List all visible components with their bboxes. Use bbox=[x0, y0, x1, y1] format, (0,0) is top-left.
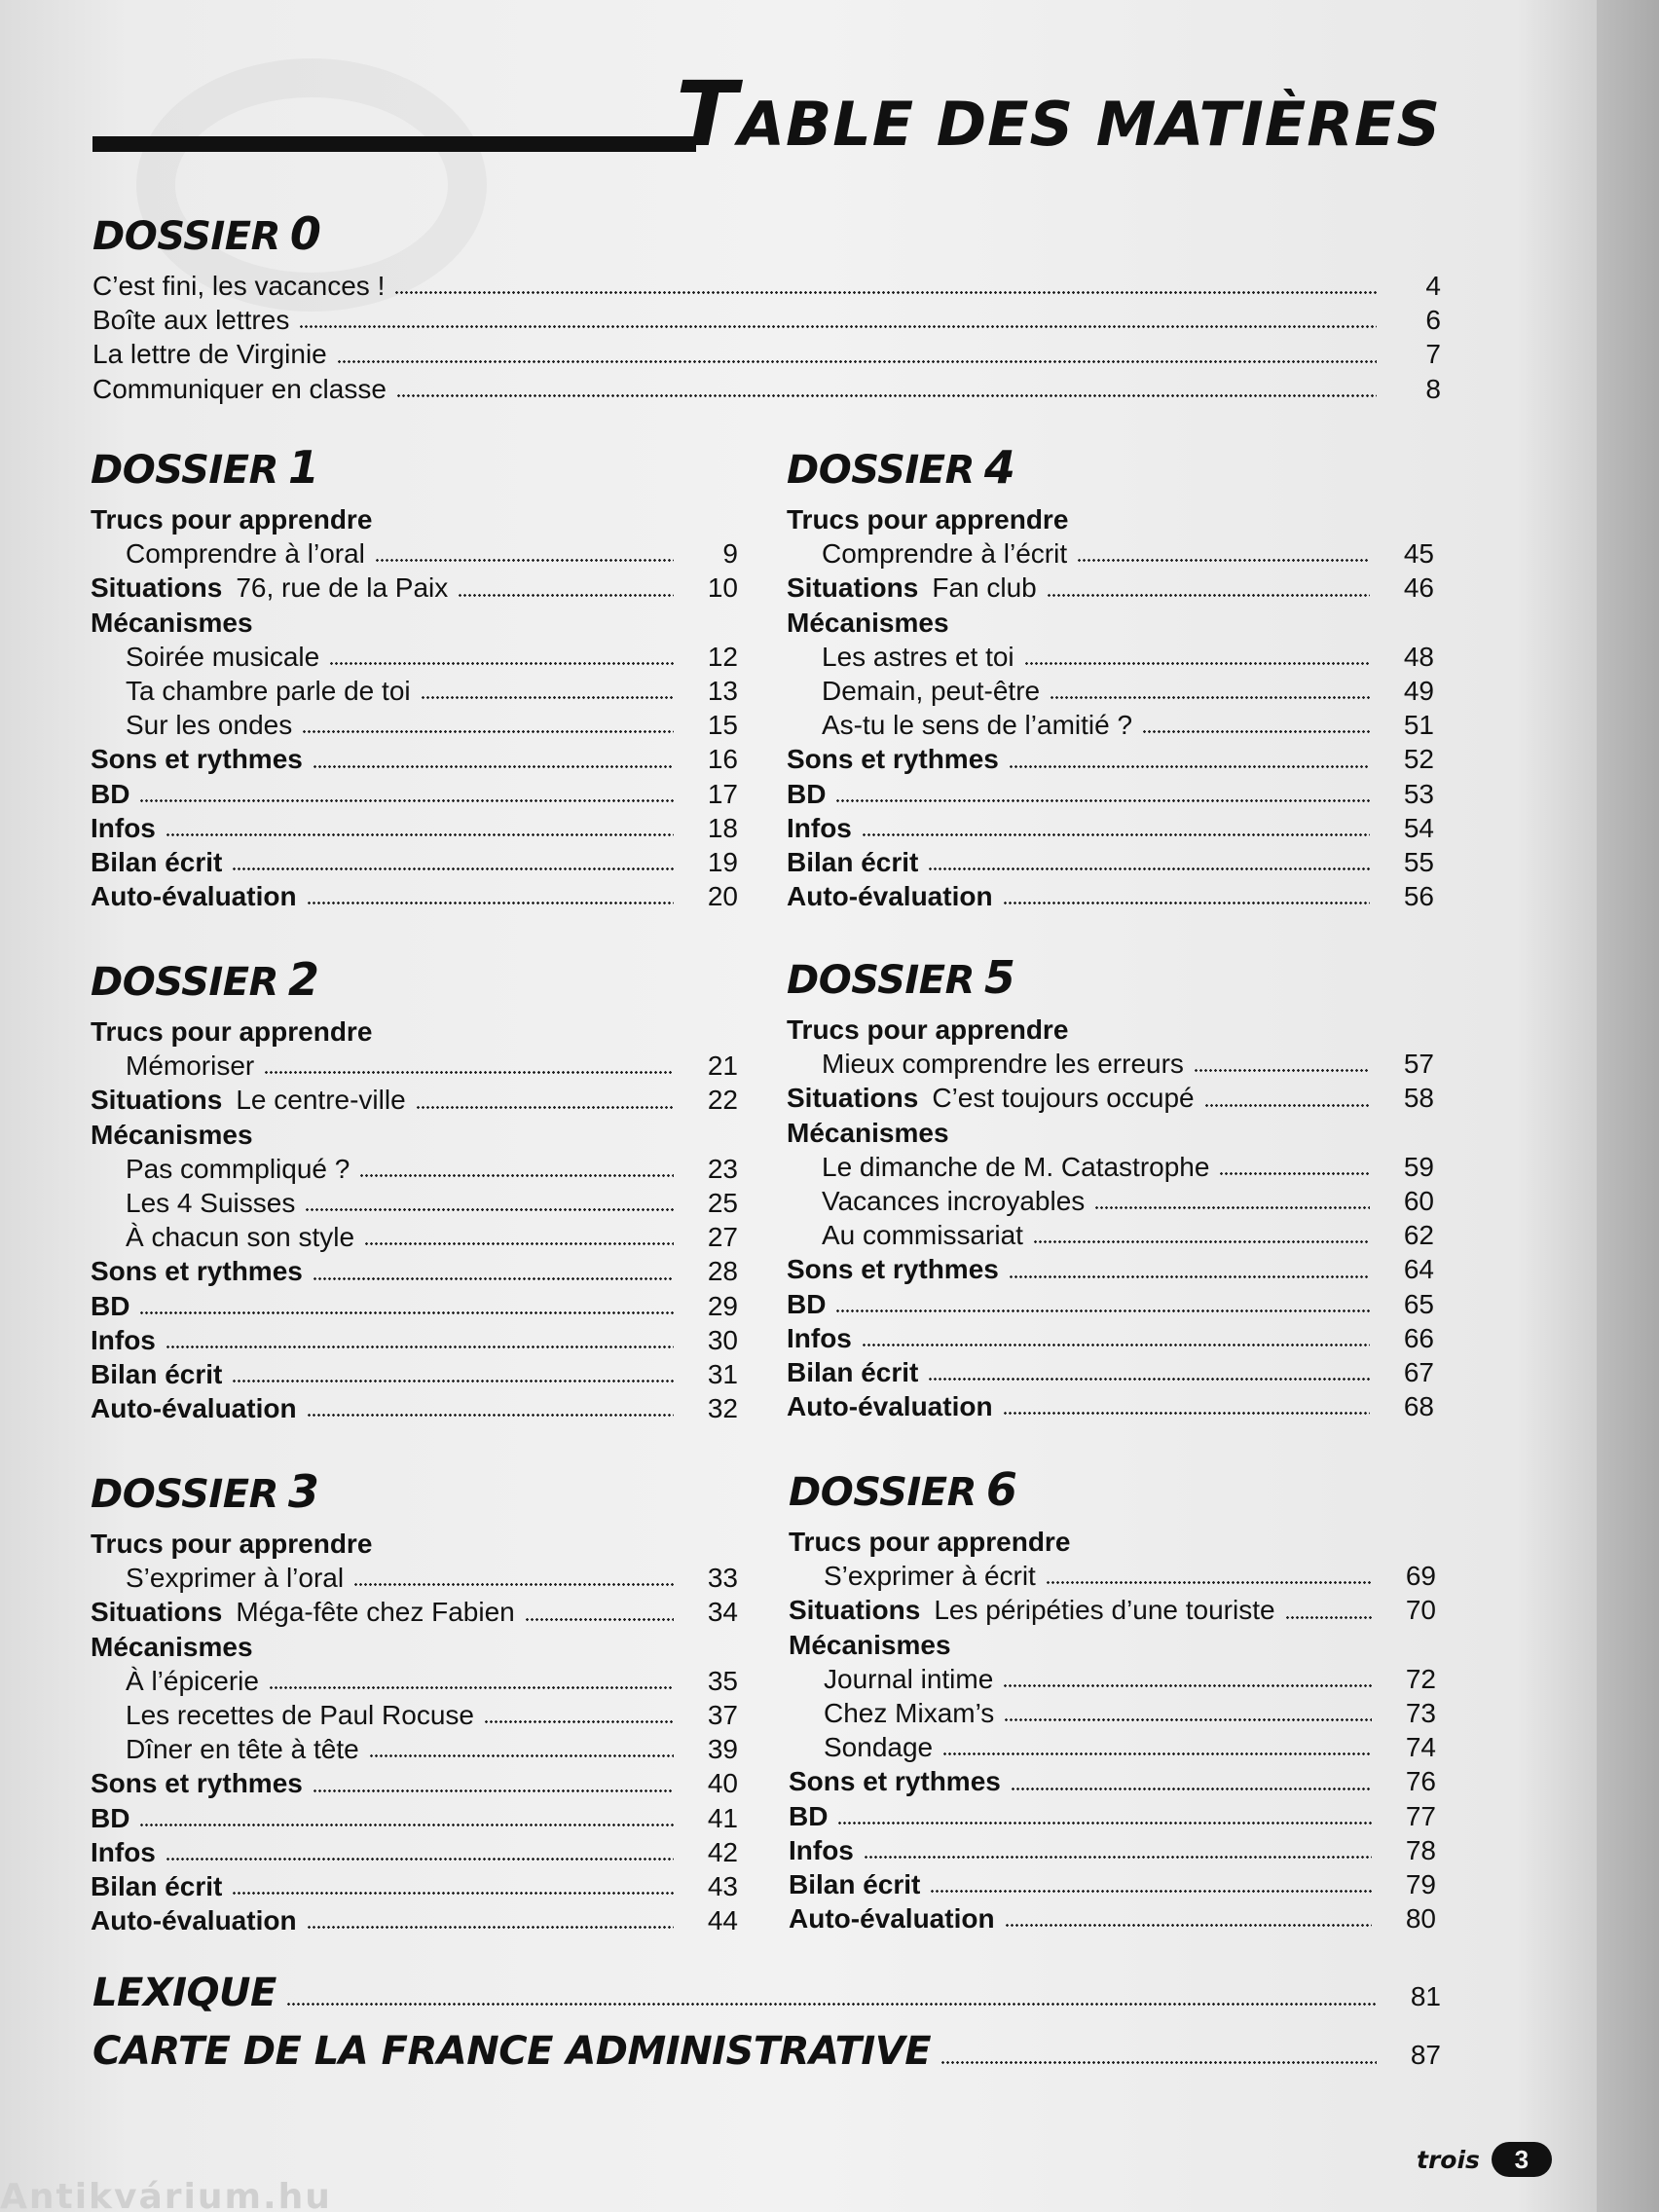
toc-entry[interactable]: Comprendre à l’écrit 45 bbox=[822, 538, 1434, 570]
dossier4-heading: DOSSIER 4 bbox=[787, 441, 1015, 494]
toc-entry[interactable]: Infos 78 bbox=[789, 1834, 1436, 1865]
toc-entry[interactable]: Dîner en tête à tête 39 bbox=[126, 1734, 738, 1765]
toc-entry[interactable]: Situations Le centre-ville 22 bbox=[91, 1085, 738, 1116]
toc-entry[interactable]: Comprendre à l’oral 9 bbox=[126, 538, 738, 570]
dossier2-heading: DOSSIER 2 bbox=[91, 953, 319, 1006]
toc-entry[interactable]: BD 29 bbox=[91, 1290, 738, 1321]
toc-entry[interactable]: Auto-évaluation 56 bbox=[787, 881, 1434, 912]
toc-section-label: Mécanismes bbox=[787, 607, 949, 638]
dossier5-list bbox=[787, 1013, 1434, 1423]
dossier4-list bbox=[787, 502, 1434, 913]
toc-entry[interactable]: BD 41 bbox=[91, 1802, 738, 1833]
toc-entry[interactable]: BD 17 bbox=[91, 778, 738, 809]
toc-section-label: Mécanismes bbox=[789, 1629, 951, 1660]
toc-section-label: Mécanismes bbox=[91, 1631, 253, 1662]
toc-section-label: Trucs pour apprendre bbox=[91, 1529, 373, 1559]
toc-entry[interactable]: As-tu le sens de l’amitié ? 51 bbox=[822, 710, 1434, 741]
dossier2-list bbox=[91, 1014, 738, 1425]
toc-entry[interactable]: Sur les ondes 15 bbox=[126, 710, 738, 741]
page-footer bbox=[1417, 2142, 1552, 2177]
toc-entry[interactable]: Sons et rythmes 40 bbox=[91, 1768, 738, 1799]
toc-entry[interactable]: Pas commpliqué ? 23 bbox=[126, 1153, 738, 1184]
toc-entry[interactable]: Sondage 74 bbox=[824, 1732, 1436, 1763]
toc-entry[interactable]: BD 77 bbox=[789, 1800, 1436, 1831]
toc-entry[interactable]: Situations Fan club 46 bbox=[787, 572, 1434, 604]
toc-entry[interactable]: Mémoriser 21 bbox=[126, 1051, 738, 1082]
toc-entry[interactable]: Sons et rythmes 76 bbox=[789, 1766, 1436, 1797]
toc-entry[interactable]: Auto-évaluation 80 bbox=[789, 1903, 1436, 1935]
toc-entry[interactable]: Soirée musicale 12 bbox=[126, 641, 738, 672]
toc-entry[interactable]: Boîte aux lettres 6 bbox=[92, 305, 1441, 336]
toc-entry[interactable]: Bilan écrit 67 bbox=[787, 1356, 1434, 1387]
toc-entry[interactable]: À chacun son style 27 bbox=[126, 1222, 738, 1253]
toc-entry[interactable]: Journal intime 72 bbox=[824, 1663, 1436, 1694]
page-word: trois bbox=[1417, 2145, 1480, 2174]
toc-entry[interactable]: Le dimanche de M. Catastrophe 59 bbox=[822, 1151, 1434, 1182]
toc-section-label: Trucs pour apprendre bbox=[91, 504, 373, 535]
toc-entry[interactable]: Infos 18 bbox=[91, 812, 738, 843]
toc-entry[interactable]: Bilan écrit 19 bbox=[91, 846, 738, 877]
toc-entry[interactable]: S’exprimer à écrit 69 bbox=[824, 1561, 1436, 1592]
toc-entry[interactable]: Infos 30 bbox=[91, 1324, 738, 1355]
toc-entry[interactable]: Mieux comprendre les erreurs 57 bbox=[822, 1049, 1434, 1080]
toc-entry[interactable]: Situations C’est toujours occupé 58 bbox=[787, 1083, 1434, 1114]
page-number-badge: 3 bbox=[1492, 2142, 1552, 2177]
toc-entry[interactable]: Sons et rythmes 16 bbox=[91, 744, 738, 775]
dossier3-heading: DOSSIER 3 bbox=[91, 1465, 319, 1518]
toc-entry[interactable]: Chez Mixam’s 73 bbox=[824, 1697, 1436, 1728]
dossier3-list bbox=[91, 1527, 738, 1937]
toc-entry[interactable]: S’exprimer à l’oral 33 bbox=[126, 1563, 738, 1594]
toc-entry[interactable]: Infos 54 bbox=[787, 812, 1434, 843]
toc-section-label: Trucs pour apprendre bbox=[91, 1016, 373, 1047]
watermark: Antikvárium.hu bbox=[0, 2177, 332, 2212]
carte-entry[interactable]: CARTE DE LA FRANCE ADMINISTRATIVE 87 bbox=[92, 2029, 1441, 2074]
toc-entry[interactable]: Situations Les péripéties d’une touriste 70 bbox=[789, 1595, 1436, 1626]
toc-entry[interactable]: Les 4 Suisses 25 bbox=[126, 1187, 738, 1218]
title-rule bbox=[92, 136, 696, 152]
toc-entry[interactable]: C’est fini, les vacances ! 4 bbox=[92, 271, 1441, 301]
toc-entry[interactable]: La lettre de Virginie 7 bbox=[92, 339, 1441, 370]
dossier5-heading: DOSSIER 5 bbox=[787, 951, 1015, 1004]
toc-entry[interactable]: Infos 42 bbox=[91, 1836, 738, 1867]
toc-entry[interactable]: À l’épicerie 35 bbox=[126, 1665, 738, 1696]
dossier1-list bbox=[91, 502, 738, 913]
toc-entry[interactable]: Situations 76, rue de la Paix 10 bbox=[91, 572, 738, 604]
toc-entry[interactable]: Bilan écrit 31 bbox=[91, 1358, 738, 1389]
page-edge bbox=[1597, 0, 1659, 2212]
toc-entry[interactable]: Sons et rythmes 28 bbox=[91, 1256, 738, 1287]
toc-entry[interactable]: Auto-évaluation 20 bbox=[91, 881, 738, 912]
dossier-0-heading: DOSSIER 0 bbox=[92, 207, 321, 260]
lexique-entry[interactable]: LEXIQUE 81 bbox=[92, 1971, 1441, 2015]
toc-section-label: Mécanismes bbox=[91, 1119, 253, 1150]
toc-entry[interactable]: Les recettes de Paul Rocuse 37 bbox=[126, 1699, 738, 1730]
toc-entry[interactable]: Situations Méga-fête chez Fabien 34 bbox=[91, 1597, 738, 1628]
toc-entry[interactable]: BD 65 bbox=[787, 1288, 1434, 1319]
toc-entry[interactable]: Demain, peut-être 49 bbox=[822, 675, 1434, 706]
toc-entry[interactable]: Ta chambre parle de toi 13 bbox=[126, 675, 738, 706]
toc-entry[interactable]: Les astres et toi 48 bbox=[822, 641, 1434, 672]
toc-entry[interactable]: Infos 66 bbox=[787, 1322, 1434, 1353]
toc-entry[interactable]: Communiquer en classe 8 bbox=[92, 373, 1441, 404]
toc-entry[interactable]: Auto-évaluation 68 bbox=[787, 1391, 1434, 1422]
dossier6-heading: DOSSIER 6 bbox=[789, 1463, 1017, 1516]
toc-entry[interactable]: Au commissariat 62 bbox=[822, 1220, 1434, 1251]
toc-entry[interactable]: Auto-évaluation 32 bbox=[91, 1393, 738, 1424]
toc-entry[interactable]: Bilan écrit 55 bbox=[787, 846, 1434, 877]
page-title: TABLE DES MATIÈRES bbox=[676, 62, 1441, 166]
toc-entry[interactable]: Auto-évaluation 44 bbox=[91, 1905, 738, 1936]
toc-entry[interactable]: Bilan écrit 43 bbox=[91, 1870, 738, 1901]
dossier-0-list bbox=[92, 269, 1441, 406]
toc-section-label: Mécanismes bbox=[91, 607, 253, 638]
toc-entry[interactable]: Sons et rythmes 52 bbox=[787, 744, 1434, 775]
toc-section-label: Trucs pour apprendre bbox=[787, 1014, 1069, 1045]
toc-entry[interactable]: Vacances incroyables 60 bbox=[822, 1185, 1434, 1216]
toc-section-label: Trucs pour apprendre bbox=[787, 504, 1069, 535]
toc-section-label: Mécanismes bbox=[787, 1117, 949, 1148]
toc-entry[interactable]: Bilan écrit 79 bbox=[789, 1868, 1436, 1899]
toc-section-label: Trucs pour apprendre bbox=[789, 1527, 1071, 1557]
dossier6-list bbox=[789, 1525, 1436, 1936]
toc-entry[interactable]: Sons et rythmes 64 bbox=[787, 1254, 1434, 1285]
page-title-row bbox=[92, 62, 1441, 166]
dossier1-heading: DOSSIER 1 bbox=[91, 441, 319, 494]
toc-entry[interactable]: BD 53 bbox=[787, 778, 1434, 809]
